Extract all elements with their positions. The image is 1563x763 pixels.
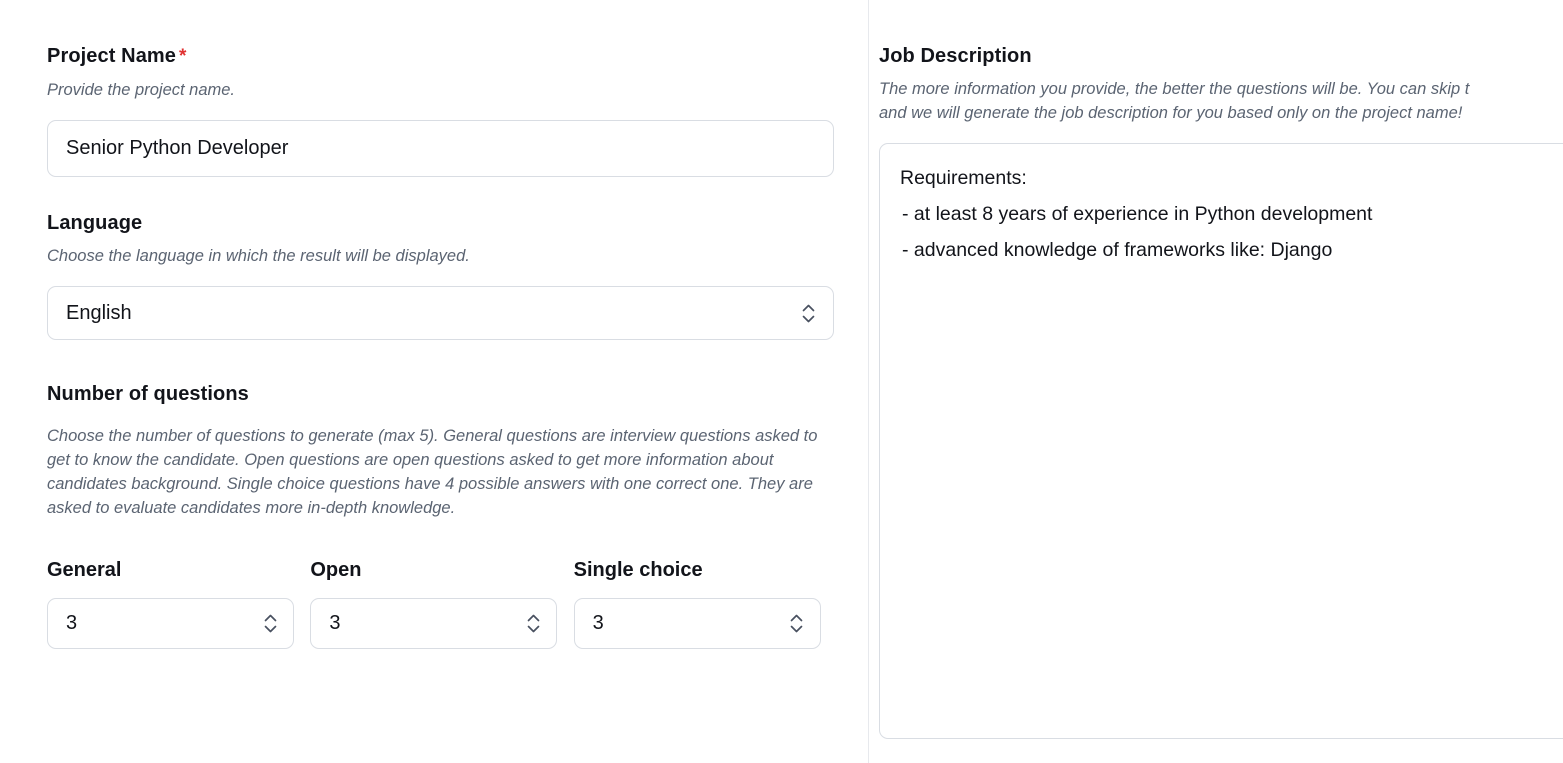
language-help: Choose the language in which the result will be displayed. [47,247,470,265]
column-divider [868,0,869,763]
general-count-field [47,558,310,649]
open-value: 3 [329,612,341,634]
job-description-line: Requirements: [900,167,1027,189]
single-choice-label: Single choice [573,559,703,581]
language-label: Language [47,212,143,234]
project-name-field-group [47,44,837,177]
project-name-value: Senior Python Developer [66,137,289,159]
language-select[interactable] [47,286,834,340]
project-name-label-text: Project Name [47,45,177,67]
chevron-up-down-icon[interactable] [788,614,806,633]
general-stepper[interactable] [47,598,294,649]
open-count-field [310,558,573,649]
language-field-group [47,211,837,340]
job-description-label: Job Description [879,45,1032,67]
project-name-input[interactable] [47,120,834,177]
question-counts-row [47,558,837,649]
single-choice-count-field [574,558,837,649]
job-description-line: - at least 8 years of experience in Python development [902,203,1373,225]
number-of-questions-help: Choose the number of questions to generate (max 5). General questions are interview questions asked to get to know the candidate. Open questions are open questions asked to get more information about candidates background. Single choice questions have 4 possible answers with one correct one. They are asked to evaluate candidates more in-depth knowledge. [47,427,818,517]
job-description-help-line2: and we will generate the job description for you based only on the project name! [879,104,1463,122]
general-value: 3 [66,612,78,634]
job-description-textarea[interactable] [879,143,1563,739]
spacer [47,340,837,368]
required-indicator: * [179,46,187,67]
job-description-line: - advanced knowledge of frameworks like: Django [902,239,1333,261]
open-stepper[interactable] [310,598,557,649]
general-label: General [47,559,122,581]
chevron-up-down-icon[interactable] [261,614,279,633]
project-name-label [47,44,837,69]
number-of-questions-group [47,382,837,649]
job-description-help-line1: The more information you provide, the better the questions will be. You can skip t [879,80,1470,98]
language-selected-value: English [66,301,132,324]
open-label: Open [310,559,362,581]
chevron-up-down-icon[interactable] [524,614,542,633]
single-choice-value: 3 [592,612,604,634]
project-name-help: Provide the project name. [47,81,236,99]
chevron-up-down-icon [799,304,817,323]
spacer [47,177,837,211]
left-column [47,44,837,649]
right-column [879,44,1563,739]
number-of-questions-label: Number of questions [47,383,249,405]
single-choice-stepper[interactable] [574,598,821,649]
